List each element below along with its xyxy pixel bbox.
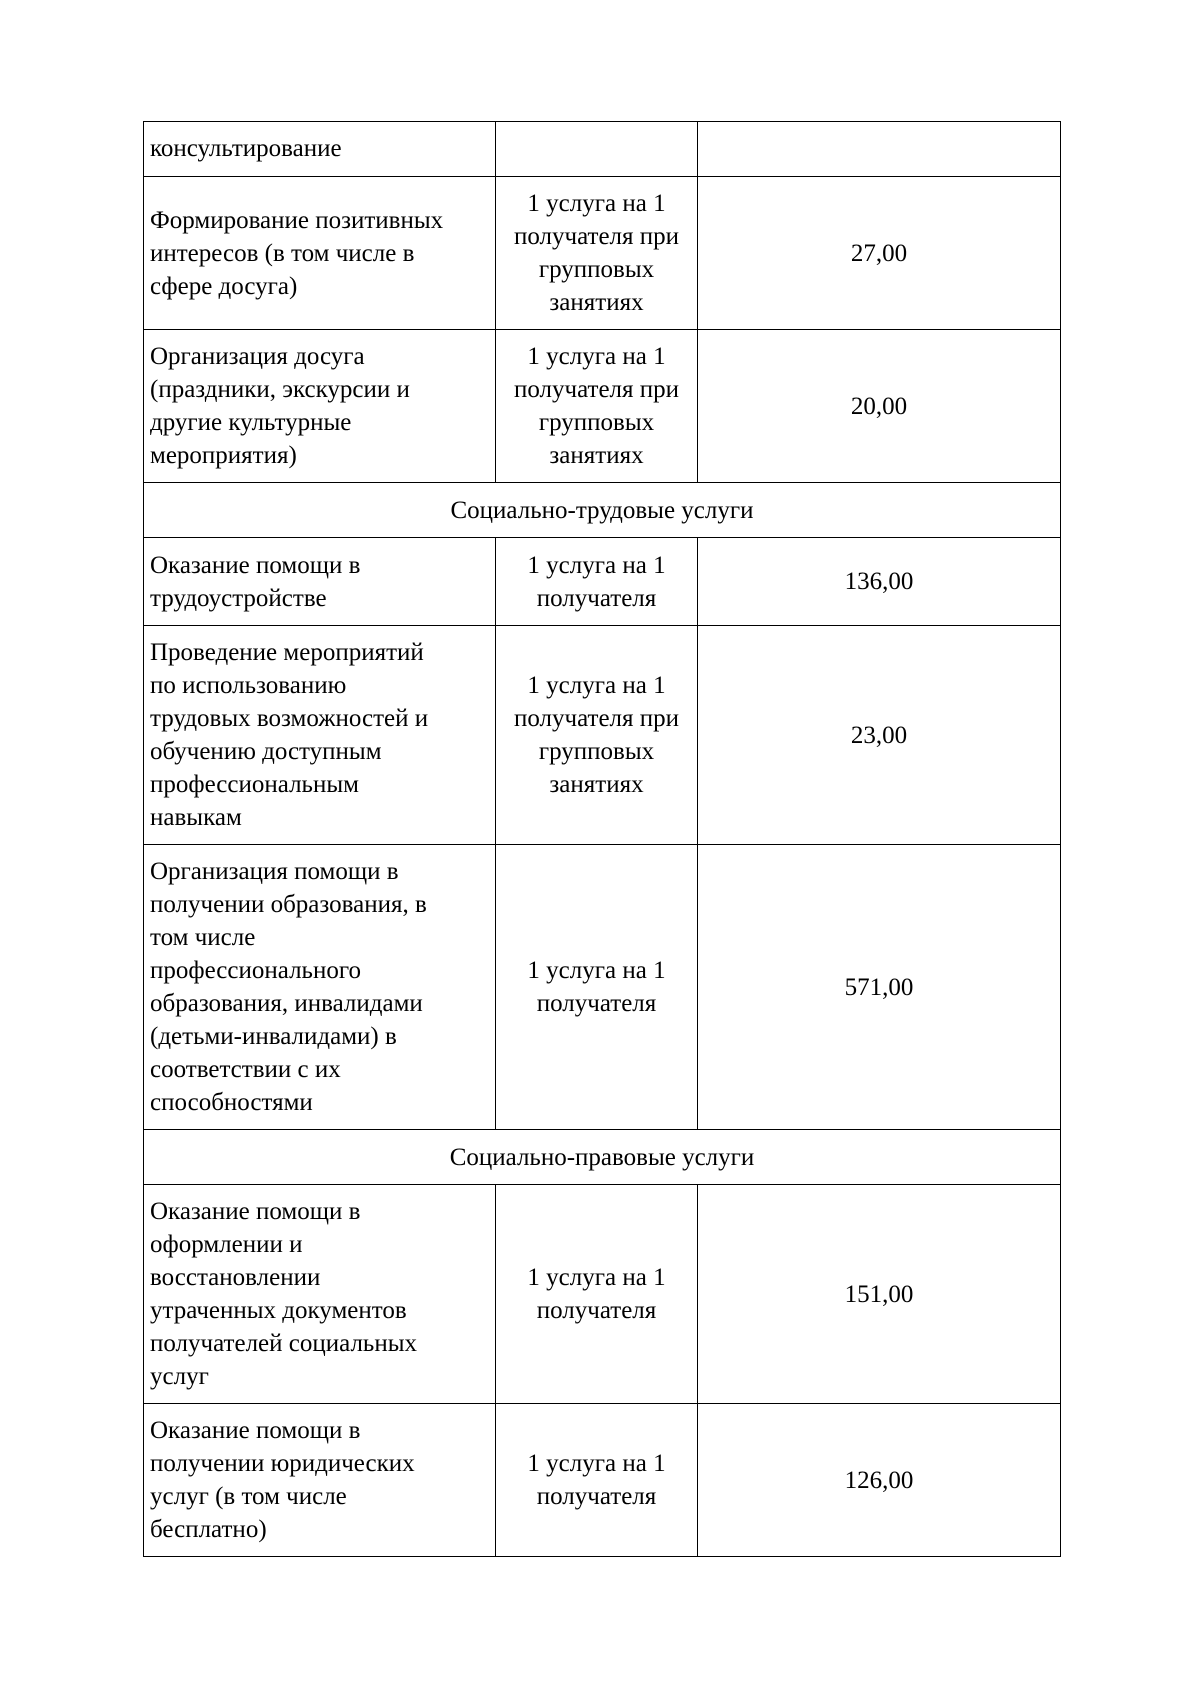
service-name-line: обучению доступным: [150, 738, 382, 765]
table-row: [144, 1404, 1061, 1557]
service-name-line: Оказание помощи в: [150, 1198, 361, 1225]
services-tariff-table: [143, 121, 1061, 1557]
unit-line: получателя: [536, 990, 657, 1017]
service-name-line: сфере досуга): [150, 272, 298, 300]
service-name-line: интересов (в том числе в: [150, 239, 415, 267]
service-name-cell: [144, 538, 496, 626]
table-row: [144, 177, 1061, 330]
unit-line: 1 услуга на 1: [527, 672, 666, 699]
tariff-cell: 126,00: [698, 1404, 1061, 1557]
unit-cell: [496, 626, 698, 845]
service-name-line: утраченных документов: [150, 1297, 407, 1324]
unit-cell: [496, 538, 698, 626]
service-name-cell: [144, 122, 496, 177]
service-name-line: восстановлении: [150, 1264, 321, 1291]
service-name-line: Формирование позитивных: [150, 206, 444, 234]
service-name-line: способностями: [150, 1089, 313, 1116]
unit-cell: [496, 122, 698, 177]
service-name-line: Оказание помощи в: [150, 1417, 361, 1444]
service-name-line: трудовых возможностей и: [150, 705, 429, 732]
unit-line: 1 услуга на 1: [527, 1450, 666, 1477]
tariff-cell: 27,00: [698, 177, 1061, 330]
service-name-line: услуг (в том числе: [150, 1483, 347, 1510]
unit-line: получателя: [536, 584, 657, 612]
unit-line: 1 услуга на 1: [527, 551, 666, 579]
tariff-cell: 151,00: [698, 1185, 1061, 1404]
unit-line: занятиях: [549, 771, 644, 798]
table-row: [144, 122, 1061, 177]
service-name-cell: [144, 1185, 496, 1404]
unit-line: 1 услуга на 1: [527, 1264, 666, 1291]
tariff-cell: [698, 122, 1061, 177]
table-row: [144, 1185, 1061, 1404]
service-name-line: получателей социальных: [150, 1330, 417, 1357]
service-name-line: том числе: [150, 924, 256, 951]
service-name-line: получении образования, в: [150, 891, 427, 918]
service-name-cell: [144, 330, 496, 483]
service-name-line: (детьми-инвалидами) в: [150, 1023, 397, 1050]
section-row: [144, 483, 1061, 538]
unit-line: занятиях: [549, 289, 644, 316]
service-name-line: (праздники, экскурсии и: [150, 376, 410, 403]
service-name-line: Организация досуга: [150, 343, 365, 370]
section-title: Социально-трудовые услуги: [144, 483, 1061, 538]
unit-line: групповых: [538, 409, 655, 436]
service-name-line: профессионального: [150, 957, 361, 984]
service-name-line: оформлении и: [150, 1231, 303, 1258]
service-name-line: Проведение мероприятий: [150, 639, 424, 666]
service-name-cell: [144, 1404, 496, 1557]
unit-line: получателя при: [513, 705, 680, 732]
table-row: [144, 626, 1061, 845]
service-name-cell: [144, 626, 496, 845]
unit-cell: [496, 845, 698, 1130]
service-name-line: другие культурные: [150, 409, 352, 436]
unit-line: получателя: [536, 1297, 657, 1324]
service-name-line: консультирование: [150, 135, 342, 162]
table-row: [144, 845, 1061, 1130]
service-name-line: получении юридических: [150, 1450, 415, 1477]
tariff-cell: 571,00: [698, 845, 1061, 1130]
unit-line: получателя при: [513, 223, 680, 250]
service-name-line: профессиональным: [150, 771, 359, 798]
service-name-cell: [144, 177, 496, 330]
tariff-cell: 20,00: [698, 330, 1061, 483]
tariff-cell: 23,00: [698, 626, 1061, 845]
service-name-line: Оказание помощи в: [150, 551, 361, 579]
section-row: [144, 1130, 1061, 1185]
table-row: [144, 330, 1061, 483]
tariff-cell: 136,00: [698, 538, 1061, 626]
unit-cell: [496, 1404, 698, 1557]
table-row: [144, 538, 1061, 626]
unit-line: получателя: [536, 1483, 657, 1510]
service-name-line: трудоустройстве: [150, 584, 327, 612]
service-name-line: Организация помощи в: [150, 858, 399, 885]
service-name-line: навыкам: [150, 804, 242, 831]
unit-line: 1 услуга на 1: [527, 190, 666, 217]
unit-cell: [496, 1185, 698, 1404]
unit-cell: [496, 330, 698, 483]
unit-line: занятиях: [549, 442, 644, 469]
section-title: Социально-правовые услуги: [144, 1130, 1061, 1185]
unit-line: получателя при: [513, 376, 680, 403]
service-name-line: соответствии с их: [150, 1056, 341, 1083]
table-body: [144, 122, 1061, 1557]
unit-line: групповых: [538, 738, 655, 765]
service-name-line: по использованию: [150, 672, 347, 699]
service-name-line: бесплатно): [150, 1516, 267, 1543]
service-name-line: мероприятия): [150, 442, 297, 469]
unit-line: 1 услуга на 1: [527, 343, 666, 370]
unit-cell: [496, 177, 698, 330]
unit-line: групповых: [538, 256, 655, 283]
unit-line: 1 услуга на 1: [527, 957, 666, 984]
service-name-cell: [144, 845, 496, 1130]
service-name-line: услуг: [150, 1363, 209, 1390]
service-name-line: образования, инвалидами: [150, 990, 423, 1017]
